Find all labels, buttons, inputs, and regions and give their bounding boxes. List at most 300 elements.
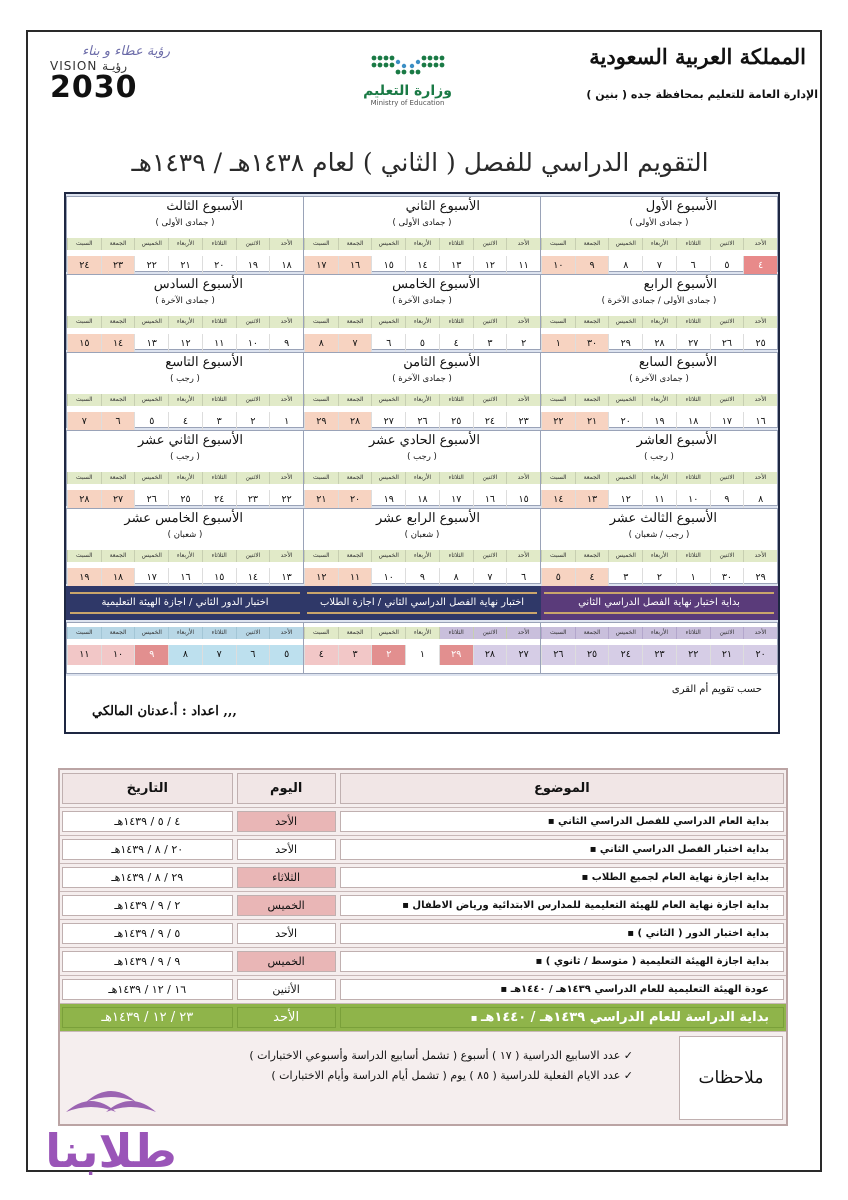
week-block (303, 274, 541, 350)
day-numbers-row (304, 412, 540, 432)
week-block (66, 274, 304, 350)
week-block (66, 196, 304, 272)
day-number: ١٤ (236, 568, 270, 588)
day-name: الثلاثاء (676, 394, 710, 406)
day-number: ٢٣ (506, 412, 540, 432)
day-name: الأربعاء (642, 238, 676, 250)
day-name: الجمعة (101, 472, 135, 484)
day-number: ٩ (269, 334, 303, 354)
day-names-row (304, 394, 540, 406)
day-name: الأحد (269, 238, 303, 250)
day-number: ١٦ (338, 256, 372, 276)
day-number: ٤ (304, 645, 338, 665)
day-name: الأحد (743, 550, 777, 562)
day-names-row (304, 316, 540, 328)
day-number: ٢ (506, 334, 540, 354)
week-block (66, 430, 304, 506)
day-name: الأربعاء (642, 472, 676, 484)
day-name: السبت (67, 550, 101, 562)
day-name: الأربعاء (168, 238, 202, 250)
day-name: الجمعة (338, 394, 372, 406)
event-topic: ▪ بداية اجازة نهاية العام للهيئة التعليمية للمدارس الابتدائية ورياض الاطفال (340, 895, 784, 916)
day-name: الجمعة (338, 316, 372, 328)
talabuna-logo-icon (26, 1072, 196, 1182)
day-name: الأربعاء (642, 394, 676, 406)
day-number: ٢ (371, 645, 405, 665)
day-name: الجمعة (575, 472, 609, 484)
day-numbers-row (541, 568, 777, 588)
day-number: ١٩ (236, 256, 270, 276)
day-numbers-row (304, 334, 540, 354)
week-title: الأسبوع الخامس عشر (124, 511, 243, 526)
day-number: ٦ (371, 334, 405, 354)
day-number: ٣ (202, 412, 236, 432)
day-name: الاثنين (473, 394, 507, 406)
day-number: ١٢ (304, 568, 338, 588)
day-number: ٢ (236, 412, 270, 432)
day-number: ١٩ (67, 568, 101, 588)
event-date: ٩ / ٩ / ١٤٣٩هـ (62, 951, 233, 972)
day-numbers-row (541, 645, 777, 665)
day-name: السبت (541, 238, 575, 250)
day-number: ٢٩ (304, 412, 338, 432)
day-name: الأحد (506, 627, 540, 639)
day-number: ١٠ (101, 645, 135, 665)
day-number: ١٨ (676, 412, 710, 432)
exam-week-block (303, 622, 541, 674)
day-name: الاثنين (710, 238, 744, 250)
ministry-name-ar: وزارة التعليم (363, 83, 452, 99)
day-name: الثلاثاء (676, 627, 710, 639)
day-number: ٢٣ (236, 490, 270, 510)
day-name: السبت (541, 394, 575, 406)
day-name: الجمعة (338, 238, 372, 250)
day-number: ١٧ (304, 256, 338, 276)
day-number: ٣٠ (575, 334, 609, 354)
week-month: ( شعبان ) (167, 530, 203, 540)
day-numbers-row (67, 490, 303, 510)
day-name: الخميس (371, 238, 405, 250)
day-number: ١٣ (269, 568, 303, 588)
day-number: ١٣ (439, 256, 473, 276)
day-number: ٢٧ (371, 412, 405, 432)
event-date: ٢ / ٩ / ١٤٣٩هـ (62, 895, 233, 916)
day-names-row (541, 472, 777, 484)
day-name: الجمعة (338, 472, 372, 484)
day-number: ٤ (439, 334, 473, 354)
day-number: ٤ (575, 568, 609, 588)
day-number: ٦ (506, 568, 540, 588)
day-number: ١٣ (134, 334, 168, 354)
week-title: الأسبوع الحادي عشر (369, 433, 480, 448)
day-number: ٢٢ (269, 490, 303, 510)
day-numbers-row (541, 490, 777, 510)
day-name: الأحد (269, 316, 303, 328)
event-date: ٥ / ٩ / ١٤٣٩هـ (62, 923, 233, 944)
week-month: ( شعبان ) (404, 530, 440, 540)
event-date: ٢٠ / ٨ / ١٤٣٩هـ (62, 839, 233, 860)
day-name: السبت (304, 472, 338, 484)
week-month: ( رجب ) (170, 374, 200, 384)
day-name: السبت (67, 472, 101, 484)
day-name: الأحد (743, 238, 777, 250)
day-number: ١١ (67, 645, 101, 665)
week-month: ( جمادى الآخرة ) (155, 296, 215, 306)
day-name: الثلاثاء (439, 550, 473, 562)
day-names-row (304, 238, 540, 250)
exam-period-banner (303, 586, 541, 620)
day-name: الخميس (134, 238, 168, 250)
day-name: الأحد (743, 472, 777, 484)
header-day: اليوم (237, 773, 336, 804)
day-name: الثلاثاء (202, 394, 236, 406)
day-name: الثلاثاء (676, 550, 710, 562)
day-name: الأربعاء (168, 550, 202, 562)
day-number: ١٩ (642, 412, 676, 432)
event-day: الأحد (237, 923, 336, 944)
day-number: ١١ (338, 568, 372, 588)
event-day: الأحد (237, 839, 336, 860)
day-name: الجمعة (101, 627, 135, 639)
day-number: ١٢ (168, 334, 202, 354)
day-name: الجمعة (338, 550, 372, 562)
day-number: ١١ (506, 256, 540, 276)
day-names-row (541, 394, 777, 406)
day-numbers-row (67, 256, 303, 276)
day-number: ٨ (608, 256, 642, 276)
event-day: الأحد (237, 1007, 336, 1028)
day-number: ١١ (202, 334, 236, 354)
day-name: الثلاثاء (676, 238, 710, 250)
table-row (60, 864, 786, 892)
day-number: ٧ (338, 334, 372, 354)
day-number: ١٥ (202, 568, 236, 588)
ministry-logo (345, 52, 470, 130)
day-name: الخميس (371, 627, 405, 639)
day-numbers-row (304, 256, 540, 276)
day-number: ١٢ (608, 490, 642, 510)
day-name: الخميس (608, 394, 642, 406)
day-names-row (541, 550, 777, 562)
day-number: ٥ (269, 645, 303, 665)
day-number: ٧ (642, 256, 676, 276)
week-block (66, 508, 304, 584)
event-day: الثلاثاء (237, 867, 336, 888)
day-name: الخميس (608, 472, 642, 484)
day-number: ١٥ (67, 334, 101, 354)
day-name: الاثنين (236, 550, 270, 562)
day-number: ١٤ (101, 334, 135, 354)
vision-year: 2030 (50, 70, 138, 105)
day-name: الاثنين (710, 550, 744, 562)
day-numbers-row (541, 256, 777, 276)
day-number: ٢٦ (405, 412, 439, 432)
day-number: ٩ (134, 645, 168, 665)
day-name: الأحد (269, 550, 303, 562)
day-number: ٢٢ (134, 256, 168, 276)
day-name: الجمعة (575, 627, 609, 639)
day-numbers-row (304, 490, 540, 510)
day-name: الأحد (269, 394, 303, 406)
day-number: ٢ (642, 568, 676, 588)
day-number: ٢٦ (541, 645, 575, 665)
week-block (303, 352, 541, 428)
week-month: ( جمادى الأولى ) (629, 218, 689, 228)
day-name: الأحد (743, 316, 777, 328)
day-number: ٢٧ (676, 334, 710, 354)
day-names-row (541, 316, 777, 328)
day-name: الاثنين (710, 472, 744, 484)
day-names-row (67, 472, 303, 484)
day-number: ٨ (743, 490, 777, 510)
week-block (540, 196, 778, 272)
day-name: الاثنين (473, 238, 507, 250)
day-name: الاثنين (473, 550, 507, 562)
day-number: ٢٤ (67, 256, 101, 276)
event-day: الأثنين (237, 979, 336, 1000)
day-number: ٤ (743, 256, 777, 276)
vision-word: VISION رؤيـة (50, 59, 128, 73)
exam-period-banner (540, 586, 778, 620)
day-name: الجمعة (101, 550, 135, 562)
day-name: الخميس (134, 627, 168, 639)
day-names-row (67, 316, 303, 328)
day-name: الجمعة (575, 550, 609, 562)
day-name: الثلاثاء (202, 316, 236, 328)
day-name: الأربعاء (168, 316, 202, 328)
day-numbers-row (67, 568, 303, 588)
day-numbers-row (541, 334, 777, 354)
day-name: الخميس (134, 394, 168, 406)
day-number: ٢٨ (473, 645, 507, 665)
table-row (60, 808, 786, 836)
day-name: الأحد (506, 316, 540, 328)
day-number: ١٠ (676, 490, 710, 510)
day-name: الثلاثاء (202, 238, 236, 250)
day-number: ١٠ (541, 256, 575, 276)
day-name: الثلاثاء (202, 550, 236, 562)
event-topic: ▪ بداية العام الدراسي للفصل الدراسي الثاني (340, 811, 784, 832)
day-number: ٢٤ (473, 412, 507, 432)
week-month: ( رجب ) (644, 452, 674, 462)
day-name: الجمعة (575, 238, 609, 250)
page-title: التقويم الدراسي للفصل ( الثاني ) لعام ١٤٣٨هـ / ١٤٣٩هـ (131, 148, 709, 177)
day-name: الاثنين (236, 238, 270, 250)
week-title: الأسبوع الثالث (166, 199, 243, 214)
day-number: ٣٠ (710, 568, 744, 588)
calendar-grid (64, 192, 780, 734)
week-month: ( جمادى الآخرة ) (392, 296, 452, 306)
day-name: الأربعاء (405, 394, 439, 406)
day-number: ١٤ (541, 490, 575, 510)
day-number: ١٨ (405, 490, 439, 510)
day-name: السبت (541, 316, 575, 328)
day-names-row (304, 627, 540, 639)
day-name: السبت (304, 394, 338, 406)
week-block (303, 430, 541, 506)
day-number: ٦ (676, 256, 710, 276)
day-number: ١٢ (473, 256, 507, 276)
day-number: ٨ (304, 334, 338, 354)
week-month: ( جمادى الآخرة ) (629, 374, 689, 384)
day-number: ١٧ (439, 490, 473, 510)
event-day: الخميس (237, 951, 336, 972)
day-numbers-row (304, 568, 540, 588)
day-name: الأربعاء (405, 238, 439, 250)
day-number: ٢٥ (743, 334, 777, 354)
day-name: الخميس (608, 238, 642, 250)
day-name: الخميس (608, 316, 642, 328)
day-number: ٢٩ (439, 645, 473, 665)
event-topic: ▪ بداية اختبار الفصل الدراسي الثاني (340, 839, 784, 860)
day-number: ١٦ (473, 490, 507, 510)
day-number: ٩ (575, 256, 609, 276)
day-name: السبت (541, 627, 575, 639)
day-number: ١٧ (134, 568, 168, 588)
day-names-row (67, 394, 303, 406)
admin-title: الإدارة العامة للتعليم بمحافظة جده ( بنين ) (586, 88, 818, 101)
week-title: الأسبوع الخامس (392, 277, 480, 292)
day-name: الأربعاء (405, 316, 439, 328)
day-names-row (541, 627, 777, 639)
day-name: السبت (304, 550, 338, 562)
exam-week-block (540, 622, 778, 674)
event-day: الخميس (237, 895, 336, 916)
vision-tagline: رؤية عطاء و بناء (82, 44, 170, 59)
exam-period-title: اختبار الدور الثاني / اجازة الهيئة التعليمية (70, 592, 300, 614)
day-number: ٢٨ (338, 412, 372, 432)
day-name: الثلاثاء (439, 238, 473, 250)
event-topic: ▪ بداية اختبار الدور ( الثاني ) (340, 923, 784, 944)
day-name: السبت (67, 627, 101, 639)
day-number: ١٨ (101, 568, 135, 588)
table-row (60, 892, 786, 920)
exam-period-title: بداية اختبار نهاية الفصل الدراسي الثاني (544, 592, 774, 614)
exam-week-block (66, 622, 304, 674)
event-topic: ▪ عودة الهيئة التعليمية للعام الدراسي ١٤٣٩هـ / ١٤٤٠هـ (340, 979, 784, 1000)
week-month: ( جمادى الأولى / جمادى الآخرة ) (601, 296, 717, 306)
day-number: ١ (676, 568, 710, 588)
day-number: ٢٠ (743, 645, 777, 665)
ministry-name-en: Ministry of Education (370, 99, 445, 107)
day-number: ١٩ (371, 490, 405, 510)
day-name: الأحد (269, 472, 303, 484)
day-name: الاثنين (236, 394, 270, 406)
day-name: الأحد (269, 627, 303, 639)
day-names-row (304, 472, 540, 484)
week-month: ( جمادى الآخرة ) (392, 374, 452, 384)
week-month: ( جمادى الأولى ) (392, 218, 452, 228)
day-number: ٢٨ (642, 334, 676, 354)
calendar-note: حسب تقويم أم القرى (671, 684, 762, 695)
day-number: ٢٣ (642, 645, 676, 665)
day-numbers-row (304, 645, 540, 665)
day-number: ٦ (101, 412, 135, 432)
week-title: الأسبوع الرابع (643, 277, 717, 292)
day-name: الثلاثاء (439, 627, 473, 639)
day-number: ٢٤ (202, 490, 236, 510)
day-name: الاثنين (710, 627, 744, 639)
day-name: الخميس (371, 394, 405, 406)
event-topic: ▪ بداية الدراسة للعام الدراسي ١٤٣٩هـ / ١٤٤٠هـ (340, 1007, 784, 1028)
day-names-row (541, 238, 777, 250)
day-number: ٩ (405, 568, 439, 588)
day-name: الثلاثاء (439, 394, 473, 406)
notes-label: ملاحظات (679, 1036, 783, 1120)
day-number: ٢١ (710, 645, 744, 665)
day-name: الأربعاء (168, 394, 202, 406)
day-number: ٤ (168, 412, 202, 432)
week-title: الأسبوع التاسع (165, 355, 243, 370)
day-number: ٢٧ (101, 490, 135, 510)
day-number: ٢٨ (67, 490, 101, 510)
table-row (60, 1004, 786, 1032)
day-name: الاثنين (473, 627, 507, 639)
week-block (303, 196, 541, 272)
day-name: الخميس (134, 550, 168, 562)
week-title: الأسبوع الثاني (405, 199, 480, 214)
week-month: ( رجب ) (170, 452, 200, 462)
event-date: ٢٩ / ٨ / ١٤٣٩هـ (62, 867, 233, 888)
day-name: الاثنين (710, 316, 744, 328)
week-block (540, 430, 778, 506)
day-number: ٢٦ (134, 490, 168, 510)
day-name: الثلاثاء (676, 316, 710, 328)
day-number: ٢٤ (608, 645, 642, 665)
day-number: ٢٥ (168, 490, 202, 510)
day-number: ٢٦ (710, 334, 744, 354)
day-number: ٢٩ (743, 568, 777, 588)
day-number: ١ (541, 334, 575, 354)
day-number: ٩ (710, 490, 744, 510)
day-number: ١٨ (269, 256, 303, 276)
day-name: الأربعاء (168, 472, 202, 484)
day-number: ١٣ (575, 490, 609, 510)
day-name: الاثنين (710, 394, 744, 406)
header-date: التاريخ (62, 773, 233, 804)
note-item: عدد الاسابيع الدراسية ( ١٧ ) أسبوع ( تشمل أسابيع الدراسة وأسبوعي الاختبارات ) ✓ (63, 1046, 633, 1066)
day-name: الاثنين (473, 472, 507, 484)
day-name: الخميس (608, 627, 642, 639)
table-header (60, 770, 786, 808)
day-name: الثلاثاء (439, 316, 473, 328)
day-number: ٣ (473, 334, 507, 354)
day-number: ٢٣ (101, 256, 135, 276)
day-number: ١٧ (710, 412, 744, 432)
day-name: السبت (67, 316, 101, 328)
day-numbers-row (541, 412, 777, 432)
day-name: الأحد (506, 394, 540, 406)
day-number: ١٠ (371, 568, 405, 588)
day-numbers-row (67, 334, 303, 354)
day-number: ٧ (473, 568, 507, 588)
day-name: الأربعاء (642, 316, 676, 328)
week-block (66, 352, 304, 428)
kingdom-title: المملكة العربية السعودية (589, 44, 806, 69)
day-number: ٢٠ (608, 412, 642, 432)
day-number: ٣ (338, 645, 372, 665)
week-block (540, 274, 778, 350)
day-number: ٢٥ (439, 412, 473, 432)
week-month: ( رجب / شعبان ) (628, 530, 690, 540)
day-name: الجمعة (338, 627, 372, 639)
event-topic: ▪ بداية اجازة الهيئة التعليمية ( متوسط / ثانوي ) (340, 951, 784, 972)
week-title: الأسبوع العاشر (636, 433, 717, 448)
event-date: ١٦ / ١٢ / ١٤٣٩هـ (62, 979, 233, 1000)
day-name: الخميس (371, 316, 405, 328)
day-name: الأربعاء (642, 627, 676, 639)
day-name: السبت (304, 627, 338, 639)
